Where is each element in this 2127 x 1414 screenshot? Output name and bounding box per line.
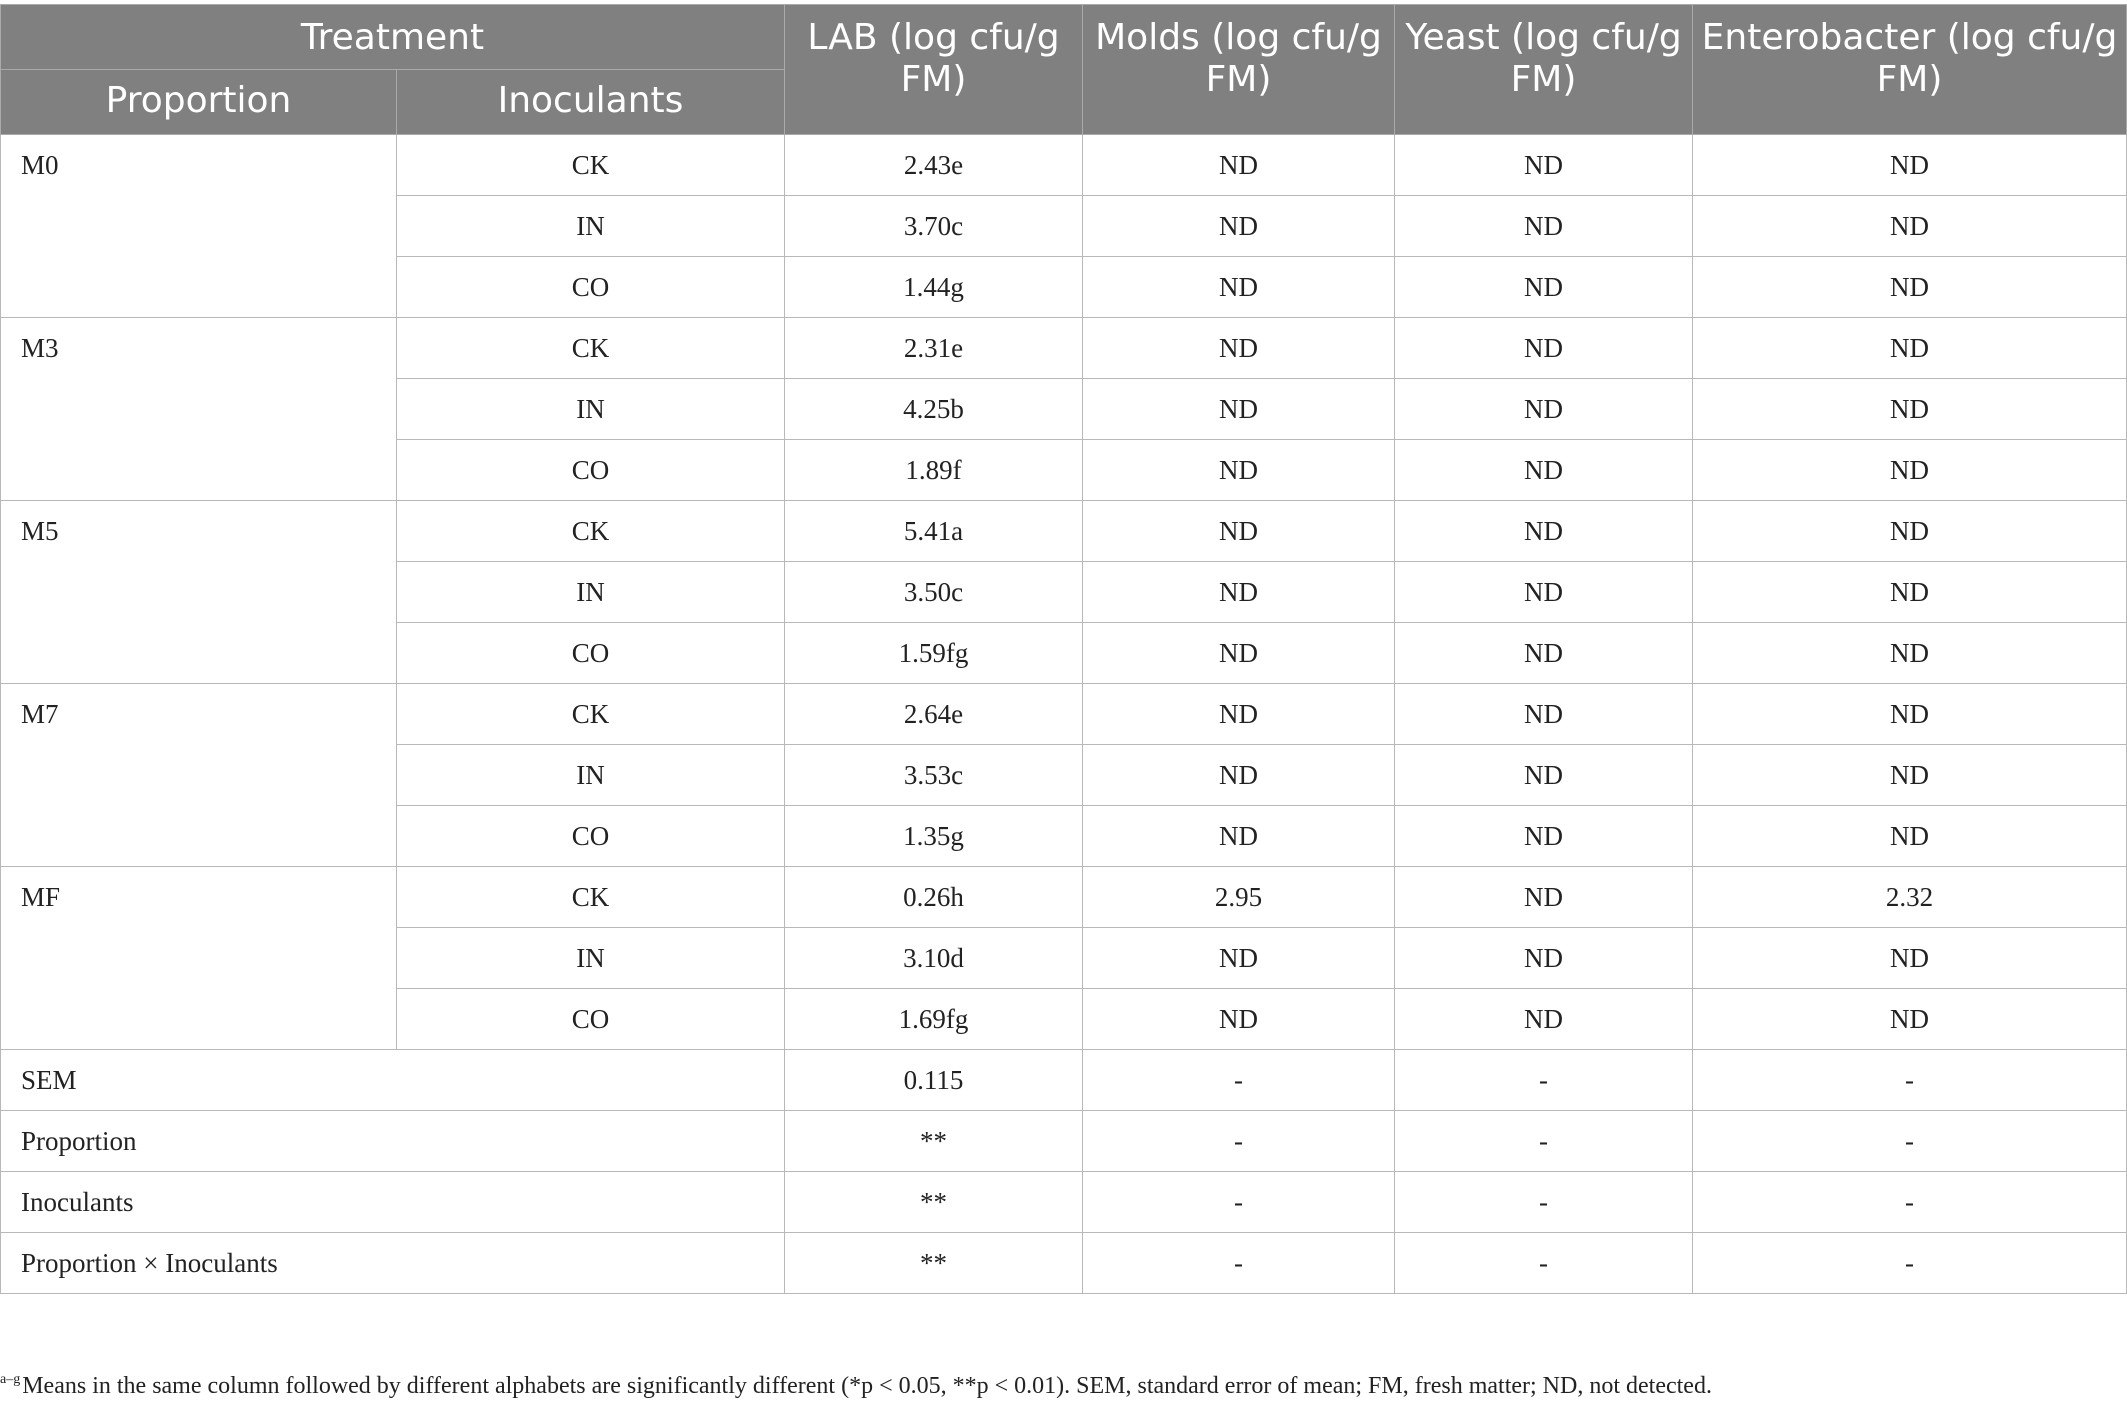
enterobacter-cell: ND [1693,623,2127,684]
molds-cell: ND [1083,501,1395,562]
lab-cell: 3.10d [785,928,1083,989]
yeast-cell: ND [1395,501,1693,562]
yeast-cell: ND [1395,318,1693,379]
enterobacter-cell: ND [1693,257,2127,318]
table-row [1,867,2127,928]
yeast-cell: ND [1395,257,1693,318]
table-container [0,4,2127,1294]
stats-label-cell: SEM [1,1050,785,1111]
molds-cell: ND [1083,806,1395,867]
lab-cell: ** [785,1111,1083,1172]
yeast-cell: ND [1395,196,1693,257]
enterobacter-cell: ND [1693,501,2127,562]
enterobacter-cell: ND [1693,440,2127,501]
molds-cell: ND [1083,135,1395,196]
enterobacter-cell: ND [1693,379,2127,440]
proportion-cell: M3 [1,318,397,501]
proportion-cell: MF [1,867,397,1050]
inoculant-cell: CO [397,989,785,1050]
yeast-cell: ND [1395,745,1693,806]
table-header [1,5,2127,135]
header-inoculants: Inoculants [397,70,785,135]
inoculant-cell: CO [397,440,785,501]
yeast-cell: ND [1395,623,1693,684]
inoculant-cell: CK [397,318,785,379]
header-treatment: Treatment [1,5,785,70]
proportion-cell: M5 [1,501,397,684]
inoculant-cell: CK [397,501,785,562]
inoculant-cell: CO [397,806,785,867]
lab-cell: 1.89f [785,440,1083,501]
lab-cell: ** [785,1233,1083,1294]
enterobacter-cell: ND [1693,562,2127,623]
inoculant-cell: IN [397,562,785,623]
enterobacter-cell: ND [1693,318,2127,379]
stats-label-cell: Proportion [1,1111,785,1172]
molds-cell: ND [1083,989,1395,1050]
table-row [1,318,2127,379]
molds-cell: ND [1083,257,1395,318]
stats-label-cell: Inoculants [1,1172,785,1233]
molds-cell: ND [1083,562,1395,623]
table-row [1,135,2127,196]
proportion-cell: M0 [1,135,397,318]
yeast-cell: ND [1395,928,1693,989]
stats-row [1,1111,2127,1172]
lab-cell: 2.31e [785,318,1083,379]
molds-cell: 2.95 [1083,867,1395,928]
header-proportion: Proportion [1,70,397,135]
lab-cell: 2.43e [785,135,1083,196]
header-lab: LAB (log cfu/g FM) [785,5,1083,135]
lab-cell: 2.64e [785,684,1083,745]
enterobacter-cell: ND [1693,989,2127,1050]
molds-cell: ND [1083,196,1395,257]
inoculant-cell: CO [397,257,785,318]
stats-row [1,1233,2127,1294]
lab-cell: 1.35g [785,806,1083,867]
enterobacter-cell: - [1693,1050,2127,1111]
molds-cell: ND [1083,623,1395,684]
enterobacter-cell: ND [1693,806,2127,867]
enterobacter-cell: ND [1693,745,2127,806]
lab-cell: 1.69fg [785,989,1083,1050]
yeast-cell: ND [1395,562,1693,623]
molds-cell: - [1083,1172,1395,1233]
enterobacter-cell: ND [1693,196,2127,257]
yeast-cell: - [1395,1050,1693,1111]
header-yeast: Yeast (log cfu/g FM) [1395,5,1693,135]
enterobacter-cell: - [1693,1172,2127,1233]
header-molds: Molds (log cfu/g FM) [1083,5,1395,135]
yeast-cell: ND [1395,440,1693,501]
inoculant-cell: CO [397,623,785,684]
header-enterobacter: Enterobacter (log cfu/g FM) [1693,5,2127,135]
enterobacter-cell: ND [1693,684,2127,745]
proportion-cell: M7 [1,684,397,867]
molds-cell: - [1083,1233,1395,1294]
microbial-counts-table [0,4,2127,1294]
yeast-cell: - [1395,1111,1693,1172]
inoculant-cell: CK [397,867,785,928]
footnote-text: Means in the same column followed by different alphabets are significantly different (*p < 0.05, **p < 0.01). SEM, standard error of mean; FM, fresh matter; ND, not detected. [22,1373,1712,1399]
lab-cell: 0.26h [785,867,1083,928]
enterobacter-cell: 2.32 [1693,867,2127,928]
inoculant-cell: CK [397,135,785,196]
table-row [1,684,2127,745]
lab-cell: 4.25b [785,379,1083,440]
stats-row [1,1172,2127,1233]
inoculant-cell: IN [397,196,785,257]
enterobacter-cell: - [1693,1233,2127,1294]
yeast-cell: - [1395,1172,1693,1233]
table-footnote [0,1372,2120,1400]
molds-cell: ND [1083,440,1395,501]
lab-cell: ** [785,1172,1083,1233]
yeast-cell: - [1395,1233,1693,1294]
table-body [1,135,2127,1294]
enterobacter-cell: ND [1693,928,2127,989]
footnote-marker: a–g [0,1372,21,1387]
lab-cell: 1.59fg [785,623,1083,684]
yeast-cell: ND [1395,135,1693,196]
lab-cell: 1.44g [785,257,1083,318]
enterobacter-cell: ND [1693,135,2127,196]
lab-cell: 3.53c [785,745,1083,806]
table-row [1,501,2127,562]
molds-cell: ND [1083,379,1395,440]
molds-cell: ND [1083,684,1395,745]
yeast-cell: ND [1395,684,1693,745]
molds-cell: ND [1083,745,1395,806]
enterobacter-cell: - [1693,1111,2127,1172]
yeast-cell: ND [1395,806,1693,867]
yeast-cell: ND [1395,867,1693,928]
stats-label-cell: Proportion × Inoculants [1,1233,785,1294]
lab-cell: 3.50c [785,562,1083,623]
molds-cell: - [1083,1111,1395,1172]
molds-cell: - [1083,1050,1395,1111]
inoculant-cell: IN [397,745,785,806]
yeast-cell: ND [1395,989,1693,1050]
molds-cell: ND [1083,318,1395,379]
lab-cell: 3.70c [785,196,1083,257]
lab-cell: 0.115 [785,1050,1083,1111]
yeast-cell: ND [1395,379,1693,440]
inoculant-cell: IN [397,379,785,440]
inoculant-cell: CK [397,684,785,745]
stats-row [1,1050,2127,1111]
lab-cell: 5.41a [785,501,1083,562]
molds-cell: ND [1083,928,1395,989]
inoculant-cell: IN [397,928,785,989]
